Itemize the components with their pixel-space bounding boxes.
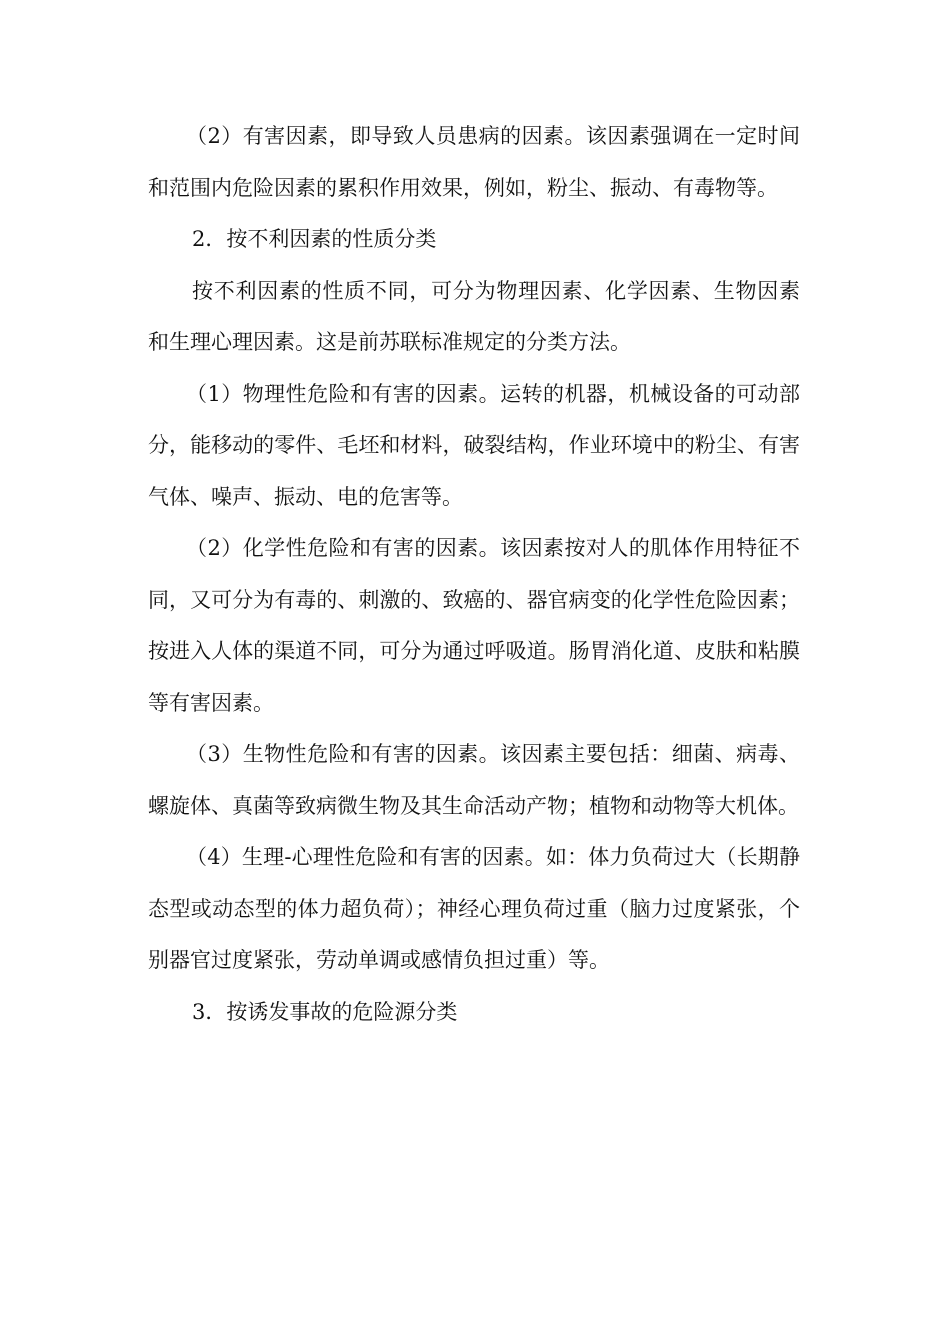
document-body: [148, 111, 800, 1038]
section-3-heading: 3．按诱发事故的危险源分类: [192, 999, 458, 1024]
paragraph-biological-factors: （3）生物性危险和有害的因素。该因素主要包括：细菌、病毒、螺旋体、真菌等致病微生物及其生命活动产物；植物和动物等大机体。: [148, 742, 800, 818]
paragraph-section-2-intro: 按不利因素的性质不同，可分为物理因素、化学因素、生物因素和生理心理因素。这是前苏联标准规定的分类方法。: [148, 278, 800, 354]
section-2-heading: 2．按不利因素的性质分类: [192, 227, 437, 251]
paragraph-physio-psych-factors: （4）生理-心理性危险和有害的因素。如：体力负荷过大（长期静态型或动态型的体力超负荷）；神经心理负荷过重（脑力过度紧张，个别器官过度紧张，劳动单调或感情负担过重）等。: [148, 845, 800, 972]
paragraph-chemical-factors: （2）化学性危险和有害的因素。该因素按对人的肌体作用特征不同，又可分为有毒的、刺激的、致癌的、器官病变的化学性危险因素；按进入人体的渠道不同，可分为通过呼吸道。肠胃消化道、皮肤和粘膜等有害因素。: [148, 536, 800, 715]
paragraph-physical-factors: （1）物理性危险和有害的因素。运转的机器，机械设备的可动部分，能移动的零件、毛坯和材料，破裂结构，作业环境中的粉尘、有害气体、噪声、振动、电的危害等。: [148, 381, 800, 509]
paragraph-harmful-factors: （2）有害因素，即导致人员患病的因素。该因素强调在一定时间和范围内危险因素的累积作用效果，例如，粉尘、振动、有毒物等。: [148, 124, 800, 200]
